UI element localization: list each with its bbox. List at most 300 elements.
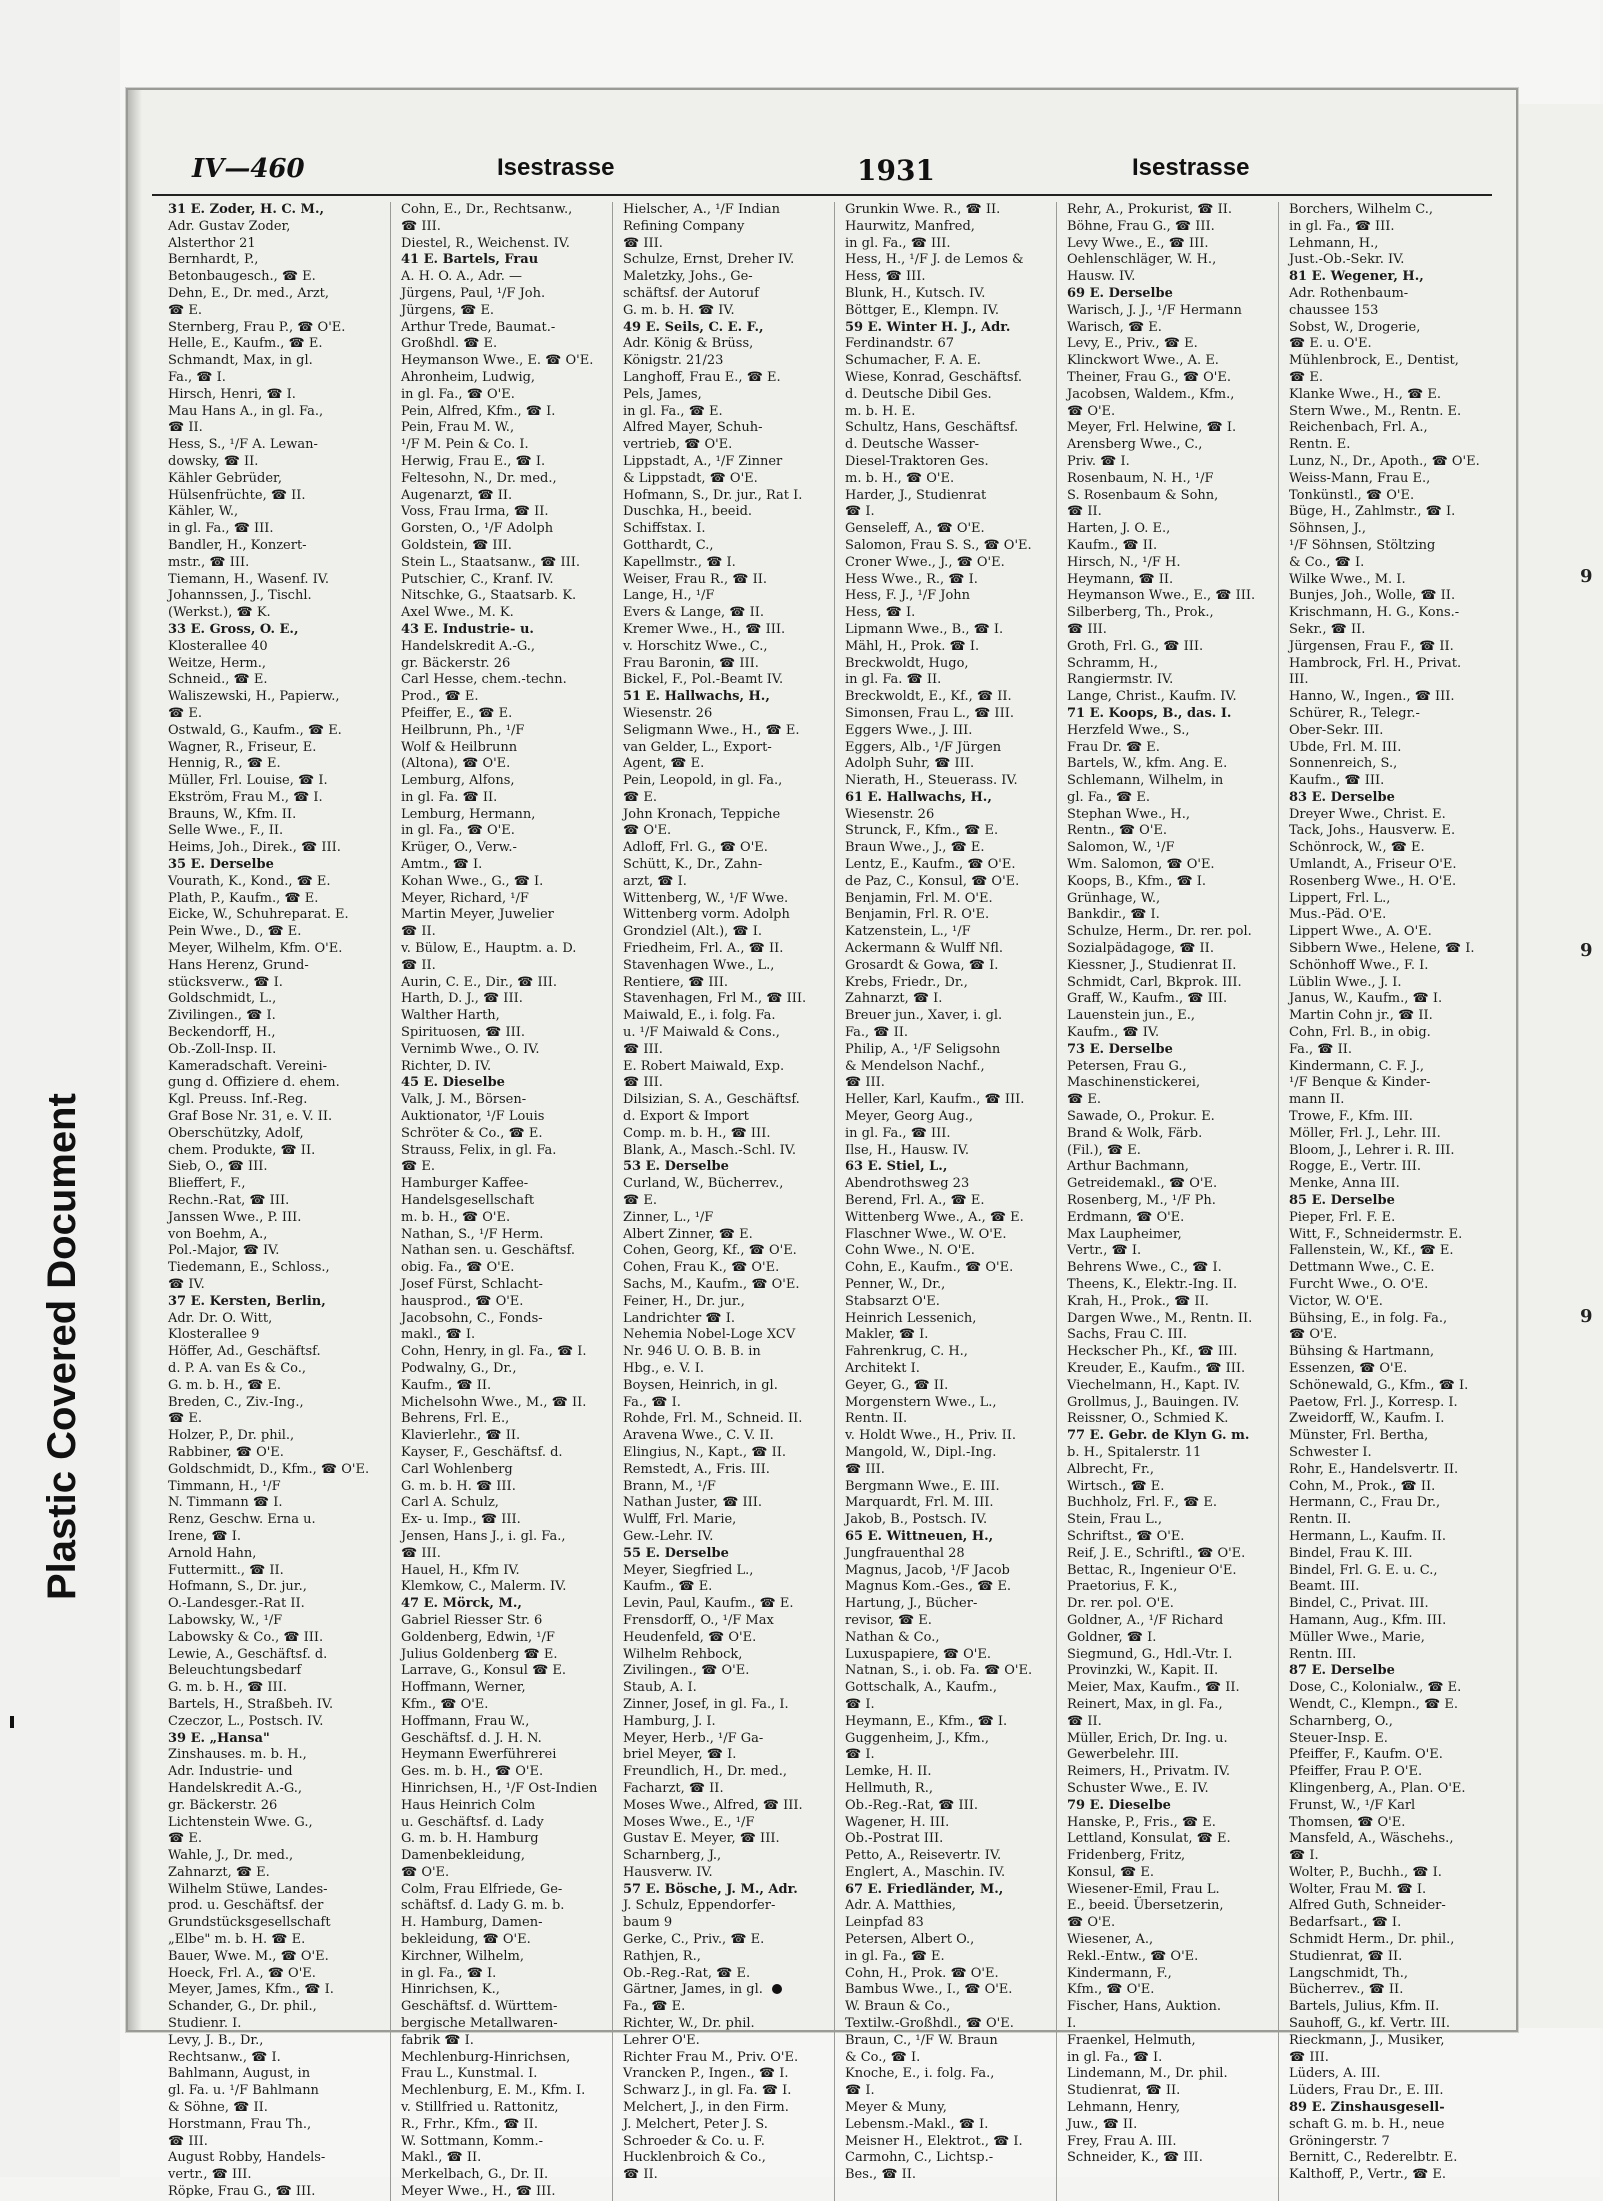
directory-entry: Martin Meyer, Juwelier (401, 907, 554, 923)
directory-entry: Hellmuth, R., (845, 1780, 933, 1796)
directory-entry: Rangiermstr. IV. (1067, 672, 1174, 688)
directory-entry: Handelsgesellschaft (401, 1193, 535, 1209)
directory-entry: Kirchner, Wilhelm, (401, 1948, 524, 1964)
directory-entry: Mühlenbrock, E., Dentist, (1289, 353, 1459, 369)
directory-entry: Koops, B., Kfm., ☎ I. (1067, 873, 1207, 889)
directory-entry: Meyer & Muny, (845, 2100, 947, 2116)
directory-entry: Erdmann, ☎ O'E. (1067, 1209, 1185, 1225)
directory-entry: Hamann, Aug., Kfm. III. (1289, 1612, 1447, 1628)
directory-entry: ¹/F Benque & Kinder- (1289, 1075, 1431, 1091)
directory-entry: Martin Cohn jr., ☎ II. (1289, 1008, 1433, 1024)
directory-entry: Josef Fürst, Schlacht- (401, 1277, 543, 1292)
directory-entry: Gorsten, O., ¹/F Adolph (401, 521, 554, 537)
directory-entry: Bartels, W., kfm. Ang. E. (1067, 756, 1228, 772)
directory-entry: Schiffstax. I. (623, 521, 706, 537)
directory-entry: Levin, Paul, Kaufm., ☎ E. (623, 1596, 794, 1612)
directory-entry: Victor, W. O'E. (1289, 1293, 1383, 1309)
directory-entry: Elingius, N., Kapt., ☎ II. (623, 1444, 787, 1460)
directory-entry: Sachs, Frau C. III. (1067, 1327, 1188, 1343)
directory-entry: in gl. Fa., ☎ E. (623, 403, 723, 419)
directory-entry: Hess, ☎ III. (845, 269, 926, 285)
directory-entry: Bambus Wwe., I., ☎ O'E. (845, 1982, 1013, 1998)
directory-entry: Moses Wwe., Alfred, ☎ III. (623, 1797, 803, 1813)
directory-entry: Dettmann Wwe., C. E. (1289, 1260, 1435, 1276)
directory-entry: Gotthardt, C., (623, 537, 714, 553)
directory-entry: Fa., ☎ I. (168, 369, 226, 385)
directory-entry: Flaschner Wwe., W. O'E. (845, 1226, 1007, 1242)
directory-entry: Sawade, O., Prokur. E. (1067, 1109, 1215, 1125)
directory-entry: Rosenbaum, N. H., ¹/F (1067, 470, 1214, 486)
directory-entry: Rentiere, ☎ III. (623, 974, 728, 990)
directory-entry: Zinner, L., ¹/F (623, 1209, 714, 1225)
directory-entry: Hausverw. IV. (623, 1864, 713, 1880)
directory-entry: Facharzt, ☎ II. (623, 1780, 724, 1796)
directory-entry: Kremer Wwe., H., ☎ III. (623, 621, 786, 637)
directory-entry: Rosenberg Wwe., H. O'E. (1289, 873, 1457, 889)
directory-entry: Feltesohn, N., Dr. med., (401, 470, 557, 486)
directory-entry: ☎ III. (1289, 2049, 1329, 2065)
directory-entry: (Werkst.), ☎ K. (168, 605, 271, 621)
directory-entry: Kreuder, E., Kaufm., ☎ III. (1067, 1360, 1246, 1376)
directory-entry: Brauns, W., Kfm. II. (168, 806, 297, 822)
directory-entry: Zivilingen., ☎ O'E. (623, 1663, 750, 1679)
directory-entry: (Altona), ☎ O'E. (401, 756, 511, 772)
directory-entry: Putschier, C., Kranf. IV. (401, 571, 554, 587)
directory-entry: gung d. Offiziere d. ehem. (168, 1075, 340, 1091)
directory-entry: Ilse, H., Hausw. IV. (845, 1142, 970, 1158)
directory-entry: stücksverw., ☎ I. (168, 974, 283, 990)
directory-entry: Plath, P., Kaufm., ☎ E. (168, 890, 319, 906)
directory-entry: ☎ E. (1067, 1092, 1101, 1108)
directory-entry: Adolph Suhr, ☎ III. (845, 756, 975, 772)
directory-entry: Textilw.-Großhdl., ☎ O'E. (845, 2016, 1014, 2032)
directory-entry: Schulze, Herm., Dr. rer. pol. (1067, 924, 1252, 940)
directory-entry: H. Hamburg, Damen- (401, 1915, 543, 1931)
directory-entry: Walther Harth, (401, 1008, 500, 1024)
directory-entry: Lange, Christ., Kaufm. IV. (1067, 689, 1237, 705)
directory-entry: Lentz, E., Kaufm., ☎ O'E. (845, 857, 1016, 873)
directory-entry: Nathan sen. u. Geschäftsf. (401, 1243, 575, 1259)
directory-entry: Nierath, H., Steuerass. IV. (845, 773, 1018, 789)
directory-entry: Berend, Frl. A., ☎ E. (845, 1193, 985, 1209)
directory-entry: Johannssen, J., Tischl. (168, 588, 312, 604)
directory-entry: Cohen, Frau K., ☎ O'E. (623, 1260, 780, 1276)
directory-entry: Hamburger Kaffee- (401, 1176, 529, 1192)
directory-entry: u. Geschäftsf. d. Lady (401, 1814, 544, 1830)
directory-entry: Ob.-Postrat III. (845, 1831, 944, 1847)
directory-entry: Hermann, L., Kaufm. II. (1289, 1528, 1447, 1544)
directory-entry: Tack, Johs., Hausverw. E. (1289, 823, 1456, 839)
directory-entry: Diestel, R., Weichenst. IV. (401, 235, 570, 251)
directory-entry: Meyer, Richard, ¹/F (401, 890, 529, 906)
directory-entry: „Elbe" m. b. H. ☎ E. (168, 1932, 306, 1948)
directory-entry: Müller Wwe., Marie, (1289, 1629, 1425, 1645)
directory-entry: Priv. ☎ I. (1067, 453, 1130, 469)
directory-entry: ☎ I. (845, 1696, 875, 1712)
directory-entry: Bindel, Frl. G. E. u. C., (1289, 1562, 1438, 1578)
directory-entry: Rentn. III. (1289, 1646, 1357, 1662)
directory-entry: Adr. Rothenbaum- (1289, 285, 1409, 301)
directory-entry: Ges. m. b. H., ☎ O'E. (401, 1764, 544, 1780)
directory-entry: prod. u. Geschäftsf. der (168, 1898, 324, 1914)
directory-entry: Breckwoldt, E., Kf., ☎ II. (845, 689, 1012, 705)
directory-entry: E. Robert Maiwald, Exp. (623, 1058, 785, 1074)
directory-entry: Pels, James, (623, 386, 702, 402)
directory-entry: Wolter, P., Buchh., ☎ I. (1289, 1864, 1442, 1880)
directory-entry: Bernhardt, P., (168, 252, 259, 268)
directory-entry: Englert, A., Maschin. IV. (845, 1864, 1006, 1880)
directory-entry: Pol.-Major, ☎ IV. (168, 1243, 280, 1259)
directory-entry: 39 E. „Hansa" (168, 1730, 270, 1746)
directory-entry: Frensdorff, O., ¹/F Max (623, 1612, 774, 1628)
directory-entry: Hirsch, N., ¹/F H. (1067, 554, 1181, 570)
directory-entry: Arthur Bachmann, (1067, 1159, 1189, 1175)
directory-entry: Adr. König & Brüss, (623, 336, 754, 352)
directory-entry: Gerke, C., Priv., ☎ E. (623, 1932, 765, 1948)
directory-entry: Schmidt Herm., Dr. phil., (1289, 1932, 1455, 1948)
directory-entry: Viechelmann, H., Kapt. IV. (1067, 1377, 1240, 1393)
directory-entry: Rohde, Frl. M., Schneid. II. (623, 1411, 803, 1427)
directory-entry: Hülsenfrüchte, ☎ II. (168, 487, 306, 503)
directory-entry: Müller, Erich, Dr. Ing. u. (1067, 1730, 1228, 1746)
directory-entry: Benjamin, Frl. M. O'E. (845, 890, 993, 906)
directory-entry: Klanke Wwe., H., ☎ E. (1289, 386, 1441, 402)
directory-entry: van Gelder, L., Export- (623, 739, 772, 755)
directory-entry: Ob.-Zoll-Insp. II. (168, 1041, 277, 1057)
directory-entry: Rekl.-Entw., ☎ O'E. (1067, 1948, 1199, 1964)
directory-entry: Scharnberg, O., (1289, 1713, 1393, 1729)
directory-entry: in gl. Fa., ☎ O'E. (401, 823, 515, 839)
directory-entry: Cohn, H., Prok. ☎ O'E. (845, 1965, 999, 1981)
directory-entry: Seligmann Wwe., H., ☎ E. (623, 722, 800, 738)
directory-entry: Meyer, James, Kfm., ☎ I. (168, 1982, 334, 1998)
directory-entry: Hennig, R., ☎ E. (168, 756, 281, 772)
directory-entry: Mechlenburg-Hinrichsen, (401, 2049, 571, 2065)
directory-entry: Lichtenstein Wwe. G., (168, 1814, 313, 1830)
directory-entry: Büge, H., Zahlmstr., ☎ I. (1289, 504, 1456, 520)
directory-entry: chem. Produkte, ☎ II. (168, 1142, 316, 1158)
directory-entry: Jürgens, Paul, ¹/F Joh. (401, 285, 546, 301)
directory-entry: Hinrichsen, K., (401, 1982, 500, 1998)
directory-entry: 87 E. Derselbe (1289, 1663, 1395, 1679)
directory-entry: Eicke, W., Schuhreparat. E. (168, 907, 349, 923)
directory-entry: 77 E. Gebr. de Klyn G. m. (1067, 1428, 1250, 1444)
directory-entry: v. Horschitz Wwe., C., (623, 638, 768, 654)
directory-entry: & Lippstadt, ☎ O'E. (623, 470, 758, 486)
directory-entry: Behrens Wwe., C., ☎ I. (1067, 1260, 1222, 1276)
directory-entry: Hbg., e. V. I. (623, 1360, 704, 1376)
directory-entry: Frau Dr. ☎ E. (1067, 739, 1160, 755)
directory-entry: G. m. b. H., ☎ III. (168, 1680, 287, 1696)
directory-entry: Guggenheim, J., Kfm., (845, 1730, 989, 1746)
directory-entry: Aurin, C. E., Dir., ☎ III. (401, 974, 558, 990)
directory-entry: Lippert, Frl. L., (1289, 890, 1391, 906)
directory-entry: Friedheim, Frl. A., ☎ II. (623, 941, 784, 957)
directory-entry: Schürer, R., Telegr.- (1289, 705, 1420, 721)
directory-entry: Graf Bose Nr. 31, e. V. II. (168, 1109, 333, 1125)
directory-entry: Wiesenstr. 26 (845, 806, 935, 822)
directory-entry: Goldner, A., ¹/F Richard (1067, 1612, 1224, 1628)
directory-column (612, 202, 834, 2201)
directory-entry: Janssen Wwe., P. III. (168, 1209, 302, 1225)
directory-entry: Remstedt, A., Fris. III. (623, 1461, 770, 1477)
directory-entry: Aravena Wwe., C. V. II. (623, 1428, 774, 1444)
directory-entry: Essenzen, ☎ O'E. (1289, 1360, 1408, 1376)
directory-entry: Paetow, Frl. J., Korresp. I. (1289, 1394, 1458, 1410)
directory-entry: Umlandt, A., Friseur O'E. (1289, 857, 1457, 873)
directory-entry: Horstmann, Frau Th., (168, 2116, 312, 2132)
directory-entry: Schlemann, Wilhelm, in (1067, 773, 1224, 789)
directory-entry: Reimers, H., Privatm. IV. (1067, 1764, 1230, 1780)
directory-entry: Schumacher, F. A. E. (845, 353, 981, 369)
directory-entry: Katzenstein, L., ¹/F (845, 924, 971, 940)
directory-entry: Cohn, E., Kaufm., ☎ O'E. (845, 1260, 1014, 1276)
directory-entry: Futtermitt., ☎ II. (168, 1562, 284, 1578)
directory-entry: Bergmann Wwe., E. III. (845, 1478, 1000, 1494)
directory-entry: fabrik ☎ I. (401, 2032, 474, 2048)
directory-entry: Fallenstein, W., Kf., ☎ E. (1289, 1243, 1454, 1259)
directory-entry: Langschmidt, Th., (1289, 1965, 1409, 1981)
directory-entry: Waliszewski, H., Papierw., (168, 689, 340, 705)
directory-entry: Hess Wwe., R., ☎ I. (845, 571, 978, 587)
directory-entry: ☎ III. (623, 1075, 663, 1091)
directory-entry: Sekr., ☎ II. (1289, 621, 1366, 637)
directory-entry: Schroeder & Co. u. F. (623, 2133, 765, 2149)
directory-entry: Jürgens, ☎ E. (401, 302, 495, 318)
directory-entry: Grollmus, J., Bauingen. IV. (1067, 1394, 1240, 1410)
directory-entry: Bettac, R., Ingenieur O'E. (1067, 1562, 1237, 1578)
directory-entry: ☎ II. (623, 2167, 658, 2183)
directory-entry: Meier, Max, Kaufm., ☎ II. (1067, 1680, 1240, 1696)
directory-entry: ☎ III. (845, 1461, 885, 1477)
directory-entry: Architekt I. (845, 1360, 920, 1376)
directory-entry: Fa., ☎ II. (1289, 1041, 1353, 1057)
directory-entry: Lehmann, H., (1289, 235, 1379, 251)
directory-entry: Hinrichsen, H., ¹/F Ost-Indien (401, 1780, 598, 1796)
directory-entry: 59 E. Winter H. J., Adr. (845, 319, 1011, 335)
directory-entry: Geschäftsf. d. J. H. N. (401, 1730, 542, 1746)
directory-entry: Bindel, C., Privat. III. (1289, 1596, 1429, 1612)
directory-entry: Goldner, ☎ I. (1067, 1629, 1157, 1645)
directory-entry: gr. Bäckerstr. 26 (401, 655, 511, 671)
directory-entry: Herwig, Frau E., ☎ I. (401, 453, 546, 469)
directory-entry: 83 E. Derselbe (1289, 789, 1395, 805)
directory-column (1056, 202, 1278, 2201)
directory-entry: Breden, C., Ziv.-Ing., (168, 1394, 304, 1410)
directory-entry: Heymann, ☎ II. (1067, 571, 1174, 587)
directory-entry: m. b. H., ☎ O'E. (845, 470, 955, 486)
directory-entry: Staub, A. I. (623, 1680, 697, 1696)
directory-entry: Agent, ☎ E. (623, 756, 705, 772)
directory-entry: vertr., ☎ III. (168, 2167, 252, 2183)
directory-entry: 41 E. Bartels, Frau (401, 252, 539, 268)
directory-entry: Dose, C., Kolonialw., ☎ E. (1289, 1680, 1462, 1696)
directory-entry: Bankdir., ☎ I. (1067, 907, 1160, 923)
directory-entry: Boysen, Heinrich, in gl. (623, 1377, 778, 1393)
directory-entry: Hess, F. J., ¹/F John (845, 588, 971, 604)
directory-entry: Cohn, Frl. B., in obig. (1289, 1025, 1431, 1041)
directory-entry: Bartels, H., Straßbeh. IV. (168, 1696, 334, 1712)
directory-entry: Merkelbach, G., Dr. II. (401, 2167, 549, 2183)
directory-entry: v. Stillfried u. Rattonitz, (401, 2100, 559, 2116)
directory-entry: Makl., ☎ II. (401, 2150, 482, 2166)
directory-entry: Kfm., ☎ O'E. (1067, 1982, 1155, 1998)
directory-entry: J. Melchert, Peter J. S. (623, 2116, 768, 2132)
directory-entry: Cohn, Henry, in gl. Fa., ☎ I. (401, 1344, 587, 1360)
directory-entry: Langhoff, Frau E., ☎ E. (623, 369, 781, 385)
directory-entry: Siegmund, G., Hdl.-Vtr. I. (1067, 1646, 1233, 1662)
directory-entry: Blank, A., Masch.-Schl. IV. (623, 1142, 797, 1158)
directory-entry: Meisner H., Elektrot., ☎ I. (845, 2133, 1023, 2149)
directory-entry: Comp. m. b. H., ☎ III. (623, 1125, 771, 1141)
directory-entry: Dr. rer. pol. O'E. (1067, 1596, 1174, 1612)
directory-entry: Hans Herenz, Grund- (168, 957, 309, 973)
directory-entry: Carmohn, C., Lichtsp.- (845, 2150, 994, 2166)
directory-entry: ☎ E. (623, 789, 657, 805)
directory-entry: Mau Hans A., in gl. Fa., (168, 403, 324, 419)
directory-entry: Hoeck, Frl. A., ☎ O'E. (168, 1965, 316, 1981)
directory-entry: Rentn. E. (1289, 437, 1351, 453)
directory-entry: Harth, D. J., ☎ III. (401, 991, 523, 1007)
directory-entry: ☎ E. (168, 1831, 202, 1847)
directory-entry: Jensen, Hans J., i. gl. Fa., (401, 1528, 566, 1544)
directory-entry: Salomon, Frau S. S., ☎ O'E. (845, 537, 1032, 553)
directory-entry: Lettland, Konsulat, ☎ E. (1067, 1831, 1231, 1847)
directory-entry: Möller, Frl. J., Lehr. III. (1289, 1125, 1441, 1141)
directory-entry: Wiese, Konrad, Geschäftsf. (845, 369, 1023, 385)
directory-entry: Schröter & Co., ☎ E. (401, 1125, 543, 1141)
directory-entry: Braun Wwe., J., ☎ E. (845, 840, 985, 856)
directory-entry: 47 E. Mörck, M., (401, 1596, 522, 1612)
directory-entry: 53 E. Derselbe (623, 1159, 729, 1175)
directory-entry: Stein L., Staatsanw., ☎ III. (401, 554, 581, 570)
directory-entry: Strunck, F., Kfm., ☎ E. (845, 823, 999, 839)
directory-entry: Jakob, B., Postsch. IV. (845, 1512, 988, 1528)
directory-entry: Heims, Joh., Direk., ☎ III. (168, 840, 341, 856)
directory-entry: Evers & Lange, ☎ II. (623, 605, 765, 621)
directory-entry: Goldschmidt, L., (168, 991, 277, 1007)
directory-entry: Krischmann, H. G., Kons.- (1289, 605, 1460, 621)
directory-entry: Fischer, Hans, Auktion. (1067, 1999, 1221, 2015)
directory-entry: Jungfrauenthal 28 (845, 1545, 965, 1561)
directory-entry: Lippert Wwe., A. O'E. (1289, 924, 1432, 940)
directory-entry: Bedarfsart., ☎ I. (1289, 1915, 1402, 1931)
directory-entry: Lange, H., ¹/F (623, 588, 715, 604)
directory-entry: Philip, A., ¹/F Seligsohn (845, 1041, 1001, 1057)
directory-entry: ☎ E. (168, 1411, 202, 1427)
directory-entry: Ferdinandstr. 67 (845, 336, 955, 352)
directory-entry: Michelsohn Wwe., M., ☎ II. (401, 1394, 587, 1410)
directory-entry: Oehlenschläger, W. H., (1067, 252, 1217, 268)
directory-entry: Klingenberg, A., Plan. O'E. (1289, 1780, 1466, 1796)
directory-entry: Silberberg, Th., Prok., (1067, 605, 1214, 621)
directory-columns (168, 202, 1500, 2200)
directory-entry: ☎ O'E. (1067, 403, 1116, 419)
directory-entry: Sternberg, Frau P., ☎ O'E. (168, 319, 346, 335)
directory-entry: Carl Wohlenberg (401, 1461, 513, 1477)
directory-entry: Sauhoff, G., kf. Vertr. III. (1289, 2016, 1450, 2032)
directory-entry: ☎ III. (623, 1041, 663, 1057)
directory-entry: Schultz, Hans, Geschäftsf. (845, 420, 1019, 436)
directory-entry: Damenbekleidung, (401, 1848, 525, 1864)
directory-entry: Lüders, Frau Dr., E. III. (1289, 2083, 1444, 2099)
directory-entry: Feiner, H., Dr. jur., (623, 1293, 745, 1309)
directory-entry: Stephan Wwe., H., (1067, 806, 1190, 822)
directory-entry: Pieper, Frl. F. E. (1289, 1209, 1396, 1225)
directory-entry: revisor, ☎ E. (845, 1612, 932, 1628)
directory-entry: Reif, J. E., Schriftl., ☎ O'E. (1067, 1545, 1246, 1561)
directory-entry: Cohn, M., Prok., ☎ II. (1289, 1478, 1436, 1494)
directory-entry: schäftsf. der Autoruf (623, 285, 759, 301)
directory-entry: Adr. Industrie- und (168, 1764, 293, 1780)
directory-entry: ☎ E. (401, 1159, 435, 1175)
directory-entry: Haurwitz, Manfred, (845, 218, 975, 234)
directory-entry: Carl A. Schulz, (401, 1495, 499, 1511)
directory-entry: Stabsarzt O'E. (845, 1293, 940, 1309)
directory-entry: W. Sottmann, Komm.- (401, 2133, 543, 2149)
directory-entry: Münster, Frl. Bertha, (1289, 1428, 1429, 1444)
directory-entry: Heudenfeld, ☎ O'E. (623, 1629, 757, 1645)
directory-entry: Fridenberg, Fritz, (1067, 1848, 1186, 1864)
directory-entry: Kameradschaft. Vereini- (168, 1058, 328, 1074)
directory-entry: 43 E. Industrie- u. (401, 621, 534, 637)
page-number: IV—460 (192, 154, 305, 184)
directory-entry: Alfred Mayer, Schuh- (623, 420, 763, 436)
directory-entry: Heymanson Wwe., E., ☎ III. (1067, 588, 1256, 604)
directory-entry: vertrieb, ☎ O'E. (623, 437, 733, 453)
directory-entry: N. Timmann ☎ I. (168, 1495, 283, 1511)
directory-entry: 31 E. Zoder, H. C. M., (168, 202, 324, 217)
directory-entry: ☎ I. (845, 2083, 875, 2099)
directory-entry: Kohan Wwe., G., ☎ I. (401, 873, 544, 889)
directory-entry: Warisch, J. J., ¹/F Hermann (1067, 302, 1242, 318)
directory-entry: Schütt, K., Dr., Zahn- (623, 857, 763, 873)
directory-entry: d. Export & Import (623, 1109, 749, 1125)
directory-entry: in gl. Fa. ☎ II. (845, 672, 942, 688)
directory-entry: Benjamin, Frl. R. O'E. (845, 907, 990, 923)
directory-entry: hausprod., ☎ O'E. (401, 1293, 524, 1309)
directory-entry: Beckendorff, H., (168, 1025, 276, 1041)
directory-entry: Weiser, Frau R., ☎ II. (623, 571, 767, 587)
directory-entry: Rentn., ☎ O'E. (1067, 823, 1168, 839)
directory-entry: Lauenstein jun., E., (1067, 1008, 1196, 1024)
directory-entry: Melchert, J., in den Firm. (623, 2100, 789, 2116)
right-margin-mark: 9 (1580, 940, 1593, 961)
directory-entry: Krah, H., Prok., ☎ II. (1067, 1293, 1209, 1309)
directory-entry: Kfm., ☎ O'E. (401, 1696, 489, 1712)
directory-entry: von Boehm, A., (168, 1226, 268, 1242)
directory-entry: in gl. Fa., ☎ E. (845, 1948, 945, 1964)
directory-entry: Bes., ☎ II. (845, 2167, 917, 2183)
directory-entry: Kähler Gebrüder, (168, 470, 282, 486)
directory-entry: Lemke, H. II. (845, 1764, 932, 1780)
directory-entry: Kayser, F., Geschäftsf. d. (401, 1444, 563, 1460)
right-margin-mark: 9 (1580, 566, 1593, 587)
directory-entry: Schmandt, Max, in gl. (168, 353, 313, 369)
directory-entry: Studienrat, ☎ II. (1289, 1948, 1403, 1964)
directory-entry: Luxuspapiere, ☎ O'E. (845, 1646, 991, 1662)
directory-entry: u. ¹/F Maiwald & Cons., (623, 1025, 780, 1041)
directory-entry: Grondziel (Alt.), ☎ I. (623, 924, 763, 940)
directory-entry: Sachs, M., Kaufm., ☎ O'E. (623, 1277, 800, 1292)
directory-entry: Hanno, W., Ingen., ☎ III. (1289, 689, 1455, 705)
directory-entry: Bickel, F., Pol.-Beamt IV. (623, 672, 784, 688)
directory-entry: & Söhne, ☎ II. (168, 2100, 268, 2116)
directory-entry: Lebensm.-Makl., ☎ I. (845, 2116, 989, 2132)
directory-entry: Mangold, W., Dipl.-Ing. (845, 1444, 997, 1460)
directory-entry: Hermann, C., Frau Dr., (1289, 1495, 1441, 1511)
directory-entry: Behrens, Frl. E., (401, 1411, 510, 1427)
